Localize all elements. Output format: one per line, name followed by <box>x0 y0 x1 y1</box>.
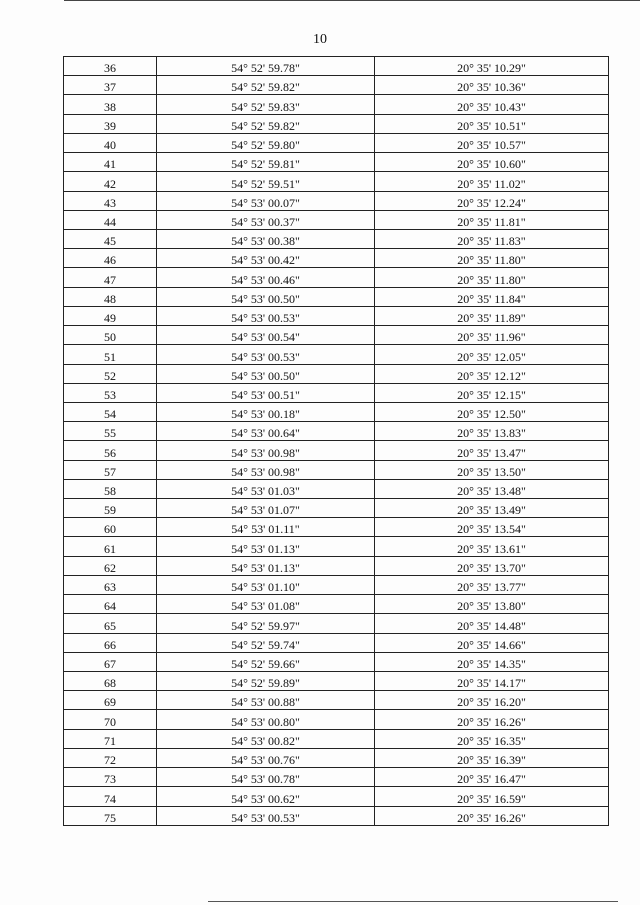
point-number-cell: 74 <box>64 787 157 806</box>
table-row <box>64 748 609 767</box>
longitude-cell: 20° 35' 12.50" <box>375 402 609 421</box>
table-row <box>64 595 609 614</box>
latitude-cell: 54° 53' 00.53" <box>157 306 375 325</box>
table-row <box>64 479 609 498</box>
longitude-cell: 20° 35' 13.77" <box>375 575 609 594</box>
longitude-cell: 20° 35' 14.48" <box>375 614 609 633</box>
longitude-cell: 20° 35' 16.59" <box>375 787 609 806</box>
longitude-cell: 20° 35' 11.02" <box>375 172 609 191</box>
longitude-cell: 20° 35' 13.47" <box>375 441 609 460</box>
point-number-cell: 68 <box>64 672 157 691</box>
table-row <box>64 633 609 652</box>
point-number-cell: 63 <box>64 575 157 594</box>
point-number-cell: 36 <box>64 57 157 76</box>
latitude-cell: 54° 52' 59.66" <box>157 652 375 671</box>
table-row <box>64 402 609 421</box>
latitude-cell: 54° 52' 59.51" <box>157 172 375 191</box>
point-number-cell: 75 <box>64 806 157 825</box>
longitude-cell: 20° 35' 13.83" <box>375 422 609 441</box>
point-number-cell: 40 <box>64 133 157 152</box>
point-number-cell: 60 <box>64 518 157 537</box>
latitude-cell: 54° 53' 00.53" <box>157 345 375 364</box>
latitude-cell: 54° 53' 01.13" <box>157 556 375 575</box>
latitude-cell: 54° 52' 59.80" <box>157 133 375 152</box>
longitude-cell: 20° 35' 11.80" <box>375 268 609 287</box>
latitude-cell: 54° 53' 00.76" <box>157 748 375 767</box>
latitude-cell: 54° 53' 00.88" <box>157 691 375 710</box>
point-number-cell: 71 <box>64 729 157 748</box>
table-row <box>64 133 609 152</box>
table-row <box>64 76 609 95</box>
table-row <box>64 383 609 402</box>
latitude-cell: 54° 53' 00.78" <box>157 768 375 787</box>
longitude-cell: 20° 35' 12.05" <box>375 345 609 364</box>
latitude-cell: 54° 52' 59.82" <box>157 76 375 95</box>
table-row <box>64 537 609 556</box>
table-row <box>64 768 609 787</box>
point-number-cell: 50 <box>64 326 157 345</box>
longitude-cell: 20° 35' 13.49" <box>375 499 609 518</box>
latitude-cell: 54° 53' 00.80" <box>157 710 375 729</box>
longitude-cell: 20° 35' 16.35" <box>375 729 609 748</box>
point-number-cell: 52 <box>64 364 157 383</box>
point-number-cell: 43 <box>64 191 157 210</box>
longitude-cell: 20° 35' 16.26" <box>375 806 609 825</box>
longitude-cell: 20° 35' 13.80" <box>375 595 609 614</box>
point-number-cell: 65 <box>64 614 157 633</box>
point-number-cell: 42 <box>64 172 157 191</box>
table-row <box>64 57 609 76</box>
table-row <box>64 268 609 287</box>
longitude-cell: 20° 35' 13.70" <box>375 556 609 575</box>
point-number-cell: 45 <box>64 229 157 248</box>
table-row <box>64 287 609 306</box>
table-row <box>64 345 609 364</box>
latitude-cell: 54° 53' 01.13" <box>157 537 375 556</box>
point-number-cell: 56 <box>64 441 157 460</box>
table-row <box>64 364 609 383</box>
table-row <box>64 229 609 248</box>
longitude-cell: 20° 35' 13.48" <box>375 479 609 498</box>
point-number-cell: 49 <box>64 306 157 325</box>
table-row <box>64 306 609 325</box>
table-row <box>64 806 609 825</box>
point-number-cell: 51 <box>64 345 157 364</box>
point-number-cell: 53 <box>64 383 157 402</box>
longitude-cell: 20° 35' 10.60" <box>375 153 609 172</box>
latitude-cell: 54° 53' 00.53" <box>157 806 375 825</box>
longitude-cell: 20° 35' 11.83" <box>375 229 609 248</box>
point-number-cell: 47 <box>64 268 157 287</box>
longitude-cell: 20° 35' 11.80" <box>375 249 609 268</box>
latitude-cell: 54° 53' 00.42" <box>157 249 375 268</box>
point-number-cell: 58 <box>64 479 157 498</box>
longitude-cell: 20° 35' 11.84" <box>375 287 609 306</box>
point-number-cell: 55 <box>64 422 157 441</box>
table-row <box>64 787 609 806</box>
table-row <box>64 114 609 133</box>
point-number-cell: 38 <box>64 95 157 114</box>
longitude-cell: 20° 35' 10.51" <box>375 114 609 133</box>
latitude-cell: 54° 53' 01.07" <box>157 499 375 518</box>
latitude-cell: 54° 53' 01.08" <box>157 595 375 614</box>
table-row <box>64 499 609 518</box>
table-row <box>64 191 609 210</box>
latitude-cell: 54° 52' 59.97" <box>157 614 375 633</box>
longitude-cell: 20° 35' 14.35" <box>375 652 609 671</box>
table-row <box>64 326 609 345</box>
longitude-cell: 20° 35' 11.96" <box>375 326 609 345</box>
table-row <box>64 614 609 633</box>
table-row <box>64 691 609 710</box>
longitude-cell: 20° 35' 10.57" <box>375 133 609 152</box>
table-row <box>64 249 609 268</box>
longitude-cell: 20° 35' 10.36" <box>375 76 609 95</box>
latitude-cell: 54° 53' 00.46" <box>157 268 375 287</box>
point-number-cell: 67 <box>64 652 157 671</box>
latitude-cell: 54° 53' 00.50" <box>157 287 375 306</box>
latitude-cell: 54° 52' 59.82" <box>157 114 375 133</box>
table-row <box>64 441 609 460</box>
latitude-cell: 54° 53' 00.38" <box>157 229 375 248</box>
latitude-cell: 54° 53' 00.37" <box>157 210 375 229</box>
longitude-cell: 20° 35' 16.39" <box>375 748 609 767</box>
longitude-cell: 20° 35' 12.15" <box>375 383 609 402</box>
latitude-cell: 54° 52' 59.83" <box>157 95 375 114</box>
latitude-cell: 54° 53' 00.64" <box>157 422 375 441</box>
point-number-cell: 54 <box>64 402 157 421</box>
point-number-cell: 66 <box>64 633 157 652</box>
table-row <box>64 95 609 114</box>
point-number-cell: 62 <box>64 556 157 575</box>
point-number-cell: 39 <box>64 114 157 133</box>
longitude-cell: 20° 35' 14.17" <box>375 672 609 691</box>
latitude-cell: 54° 52' 59.78" <box>157 57 375 76</box>
longitude-cell: 20° 35' 16.20" <box>375 691 609 710</box>
longitude-cell: 20° 35' 13.50" <box>375 460 609 479</box>
latitude-cell: 54° 52' 59.74" <box>157 633 375 652</box>
latitude-cell: 54° 53' 01.10" <box>157 575 375 594</box>
table-row <box>64 153 609 172</box>
bottom-rule <box>208 901 618 902</box>
point-number-cell: 37 <box>64 76 157 95</box>
point-number-cell: 61 <box>64 537 157 556</box>
table-row <box>64 518 609 537</box>
latitude-cell: 54° 53' 00.50" <box>157 364 375 383</box>
latitude-cell: 54° 53' 00.62" <box>157 787 375 806</box>
table-row <box>64 575 609 594</box>
table-row <box>64 556 609 575</box>
longitude-cell: 20° 35' 11.89" <box>375 306 609 325</box>
point-number-cell: 46 <box>64 249 157 268</box>
longitude-cell: 20° 35' 12.12" <box>375 364 609 383</box>
point-number-cell: 57 <box>64 460 157 479</box>
table-row <box>64 672 609 691</box>
longitude-cell: 20° 35' 10.29" <box>375 57 609 76</box>
table-row <box>64 710 609 729</box>
latitude-cell: 54° 52' 59.89" <box>157 672 375 691</box>
point-number-cell: 48 <box>64 287 157 306</box>
table-row <box>64 729 609 748</box>
point-number-cell: 73 <box>64 768 157 787</box>
table-row <box>64 422 609 441</box>
point-number-cell: 72 <box>64 748 157 767</box>
latitude-cell: 54° 53' 01.03" <box>157 479 375 498</box>
latitude-cell: 54° 52' 59.81" <box>157 153 375 172</box>
table-row <box>64 652 609 671</box>
table-row <box>64 172 609 191</box>
latitude-cell: 54° 53' 00.98" <box>157 441 375 460</box>
longitude-cell: 20° 35' 10.43" <box>375 95 609 114</box>
latitude-cell: 54° 53' 00.51" <box>157 383 375 402</box>
point-number-cell: 69 <box>64 691 157 710</box>
table-row <box>64 460 609 479</box>
point-number-cell: 44 <box>64 210 157 229</box>
page-number: 10 <box>313 32 327 47</box>
longitude-cell: 20° 35' 12.24" <box>375 191 609 210</box>
latitude-cell: 54° 53' 00.54" <box>157 326 375 345</box>
longitude-cell: 20° 35' 13.61" <box>375 537 609 556</box>
latitude-cell: 54° 53' 01.11" <box>157 518 375 537</box>
coordinates-table <box>63 56 609 826</box>
longitude-cell: 20° 35' 11.81" <box>375 210 609 229</box>
latitude-cell: 54° 53' 00.18" <box>157 402 375 421</box>
longitude-cell: 20° 35' 14.66" <box>375 633 609 652</box>
longitude-cell: 20° 35' 16.26" <box>375 710 609 729</box>
point-number-cell: 41 <box>64 153 157 172</box>
point-number-cell: 70 <box>64 710 157 729</box>
table-row <box>64 210 609 229</box>
top-rule <box>64 0 640 1</box>
point-number-cell: 59 <box>64 499 157 518</box>
latitude-cell: 54° 53' 00.07" <box>157 191 375 210</box>
longitude-cell: 20° 35' 13.54" <box>375 518 609 537</box>
latitude-cell: 54° 53' 00.98" <box>157 460 375 479</box>
coordinates-table-body <box>64 57 609 826</box>
latitude-cell: 54° 53' 00.82" <box>157 729 375 748</box>
longitude-cell: 20° 35' 16.47" <box>375 768 609 787</box>
point-number-cell: 64 <box>64 595 157 614</box>
